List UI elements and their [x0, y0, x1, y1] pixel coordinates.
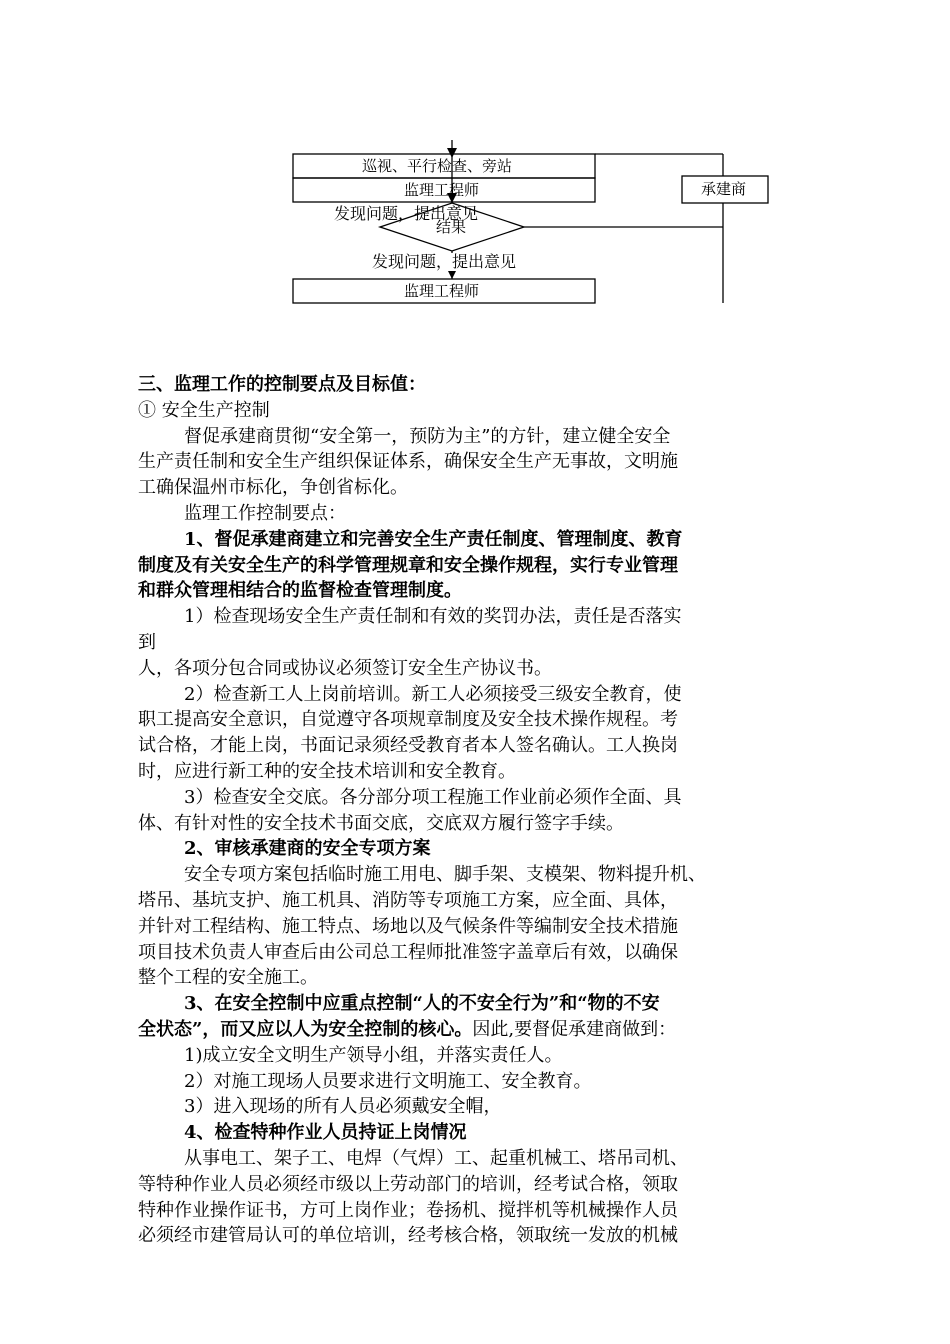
paragraph-line: 人，各项分包合同或协议必须签订安全生产协议书。 — [138, 657, 552, 679]
contractor-label: 承建商 — [701, 180, 747, 198]
patrol-label: 巡视、平行检查、旁站 — [362, 157, 513, 175]
paragraph-line: 整个工程的安全施工。 — [138, 967, 318, 989]
paragraph-line: 项目技术负责人审查后由公司总工程师批准签字盖章后有效，以确保 — [138, 941, 678, 963]
paragraph-line: 试合格，才能上岗，书面记录须经受教育者本人签名确认。工人换岗 — [138, 735, 678, 757]
heading-3: 3、在安全控制中应重点控制“人的不安全行为”和“物的不安 — [184, 993, 660, 1015]
paragraph-line: 体、有针对性的安全技术书面交底，交底双方履行签字手续。 — [138, 812, 624, 834]
heading-3-normal: 因此,要督促承建商做到： — [472, 1018, 677, 1040]
paragraph-line: 1）检查现场安全生产责任制和有效的奖罚办法，责任是否落实 — [184, 606, 682, 628]
heading-2: 2、审核承建商的安全专项方案 — [184, 838, 431, 860]
paragraph-line: 生产责任制和安全生产组织保证体系，确保安全生产无事故，文明施 — [138, 451, 678, 473]
document-body — [138, 372, 818, 1249]
points-label: 监理工作控制要点： — [184, 502, 346, 524]
paragraph-line: 并针对工程结构、施工特点、场地以及气候条件等编制安全技术措施 — [138, 915, 678, 937]
heading-1-cont: 制度及有关安全生产的科学管理规章和安全操作规程，实行专业管理 — [138, 554, 678, 576]
paragraph-line: 工确保温州市标化，争创省标化。 — [138, 477, 408, 499]
heading-3-cont — [138, 1017, 818, 1043]
paragraph-line: 安全专项方案包括临时施工用电、脚手架、支模架、物料提升机、 — [184, 864, 706, 886]
paragraph-line: 督促承建商贯彻“安全第一，预防为主”的方针，建立健全安全 — [184, 425, 671, 447]
paragraph-line: 3）检查安全交底。各分部分项工程施工作业前必须作全面、具 — [184, 786, 682, 808]
overlap-note: 发现问题，提出意见 — [334, 204, 479, 223]
supervision-flowchart — [0, 0, 950, 320]
paragraph-line: 2）对施工现场人员要求进行文明施工、安全教育。 — [184, 1070, 592, 1092]
section-title: 三、监理工作的控制要点及目标值： — [138, 374, 426, 395]
engineer-label-2: 监理工程师 — [404, 282, 480, 300]
subsection-title: ① 安全生产控制 — [138, 399, 270, 421]
paragraph-line: 到 — [138, 631, 156, 653]
paragraph-line: 时，应进行新工种的安全技术培训和安全教育。 — [138, 760, 516, 782]
heading-1: 1、督促承建商建立和完善安全生产责任制度、管理制度、教育 — [184, 528, 683, 550]
paragraph-line: 职工提高安全意识，自觉遵守各项规章制度及安全技术操作规程。考 — [138, 709, 678, 731]
paragraph-line: 3）进入现场的所有人员必须戴安全帽， — [184, 1096, 502, 1118]
heading-3-bold: 全状态”，而又应以人为安全控制的核心。 — [138, 1018, 473, 1040]
paragraph-line: 等特种作业人员必须经市级以上劳动部门的培训，经考试合格，领取 — [138, 1173, 678, 1195]
heading-4: 4、检查特种作业人员持证上岗情况 — [184, 1122, 467, 1144]
paragraph-line: 特种作业操作证书，方可上岗作业；卷扬机、搅拌机等机械操作人员 — [138, 1199, 678, 1221]
paragraph-line: 2）检查新工人上岗前培训。新工人必须接受三级安全教育，使 — [184, 683, 682, 705]
heading-1-cont: 和群众管理相结合的监督检查管理制度。 — [138, 580, 462, 602]
paragraph-line: 1)成立安全文明生产领导小组，并落实责任人。 — [184, 1044, 563, 1066]
paragraph-line: 从事电工、架子工、电焊（气焊）工、起重机械工、塔吊司机、 — [184, 1147, 688, 1169]
issue-note: 发现问题，提出意见 — [372, 252, 517, 271]
result-label: 结果 — [436, 218, 467, 236]
engineer-label-1: 监理工程师 — [404, 181, 480, 199]
paragraph-line: 必须经市建管局认可的单位培训，经考核合格，领取统一发放的机械 — [138, 1225, 678, 1247]
paragraph-line: 塔吊、基坑支护、施工机具、消防等专项施工方案，应全面、具体， — [138, 889, 678, 911]
